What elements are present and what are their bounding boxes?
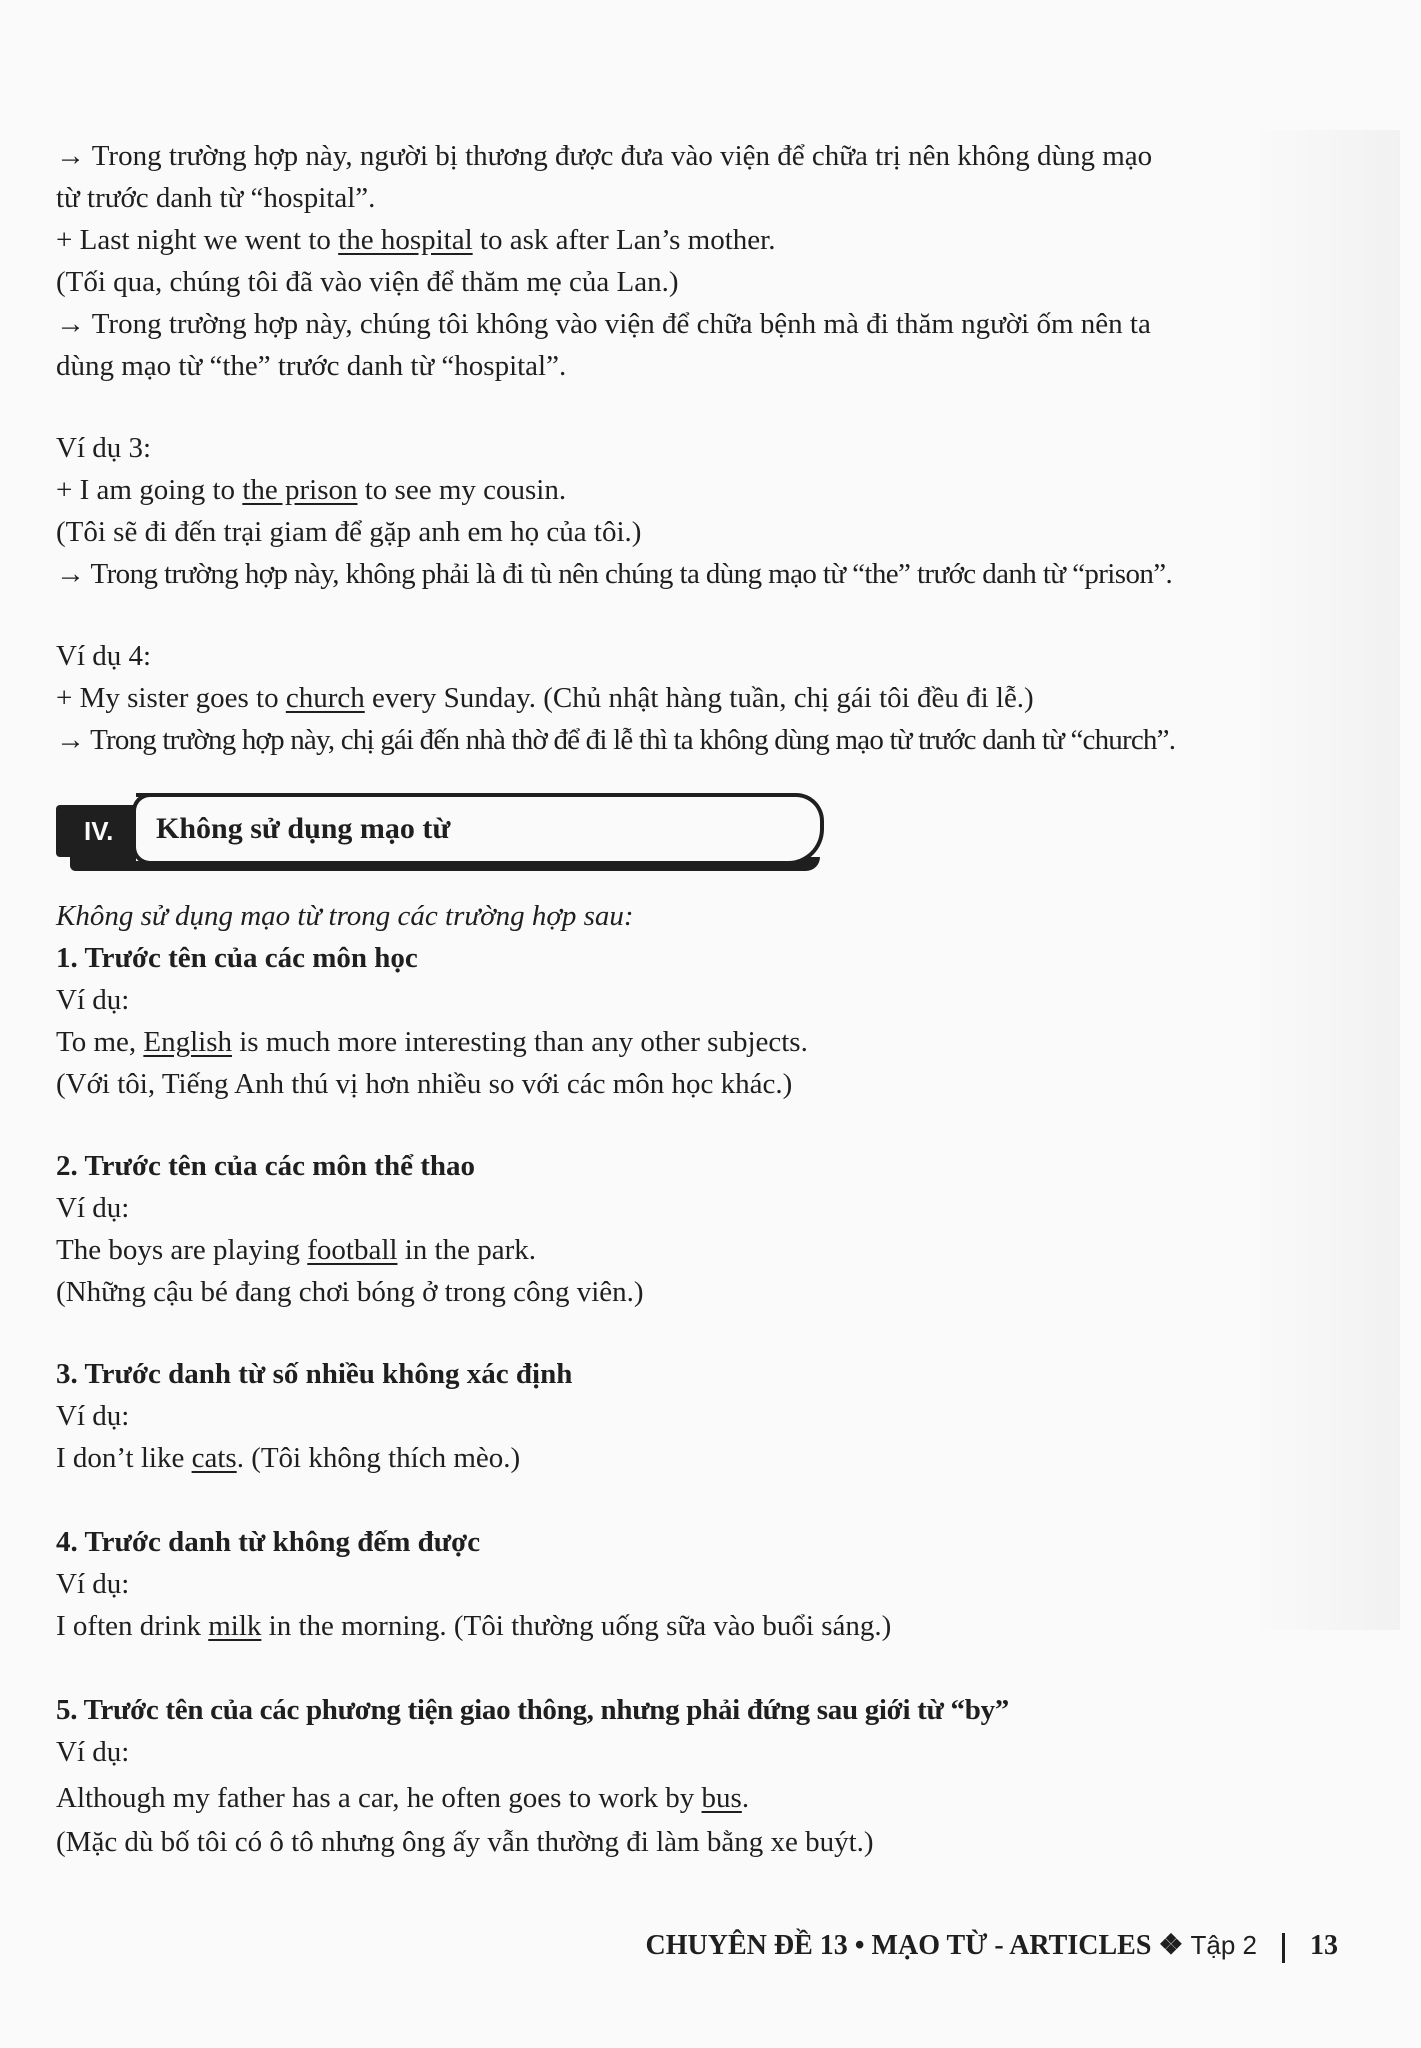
item-heading: 5. Trước tên của các phương tiện giao thông, nhưng phải đứng sau giới từ “by” bbox=[56, 1694, 1009, 1726]
page-number: 13 bbox=[1310, 1930, 1338, 1961]
translation-line: (Mặc dù bố tôi có ô tô nhưng ông ấy vẫn thường đi làm bằng xe buýt.) bbox=[56, 1826, 874, 1858]
example-line bbox=[56, 1778, 1336, 1818]
translation-line: (Với tôi, Tiếng Anh thú vị hơn nhiều so với các môn học khác.) bbox=[56, 1068, 793, 1100]
translation-line: (Tối qua, chúng tôi đã vào viện để thăm mẹ của Lan.) bbox=[56, 266, 679, 298]
example-label: Ví dụ: bbox=[56, 1400, 130, 1432]
text-segment: To me, bbox=[56, 1026, 144, 1058]
text-segment: . (Tôi không thích mèo.) bbox=[236, 1442, 521, 1474]
intro-line: Không sử dụng mạo từ trong các trường hợp sau: bbox=[56, 900, 634, 932]
note-line: dùng mạo từ “the” trước danh từ “hospital”. bbox=[56, 350, 567, 382]
page-footer bbox=[646, 1925, 1338, 1965]
text-segment: to see my cousin. bbox=[357, 474, 567, 506]
underlined-term: bus bbox=[701, 1782, 742, 1814]
text-segment: + I am going to bbox=[56, 474, 243, 506]
text-segment: The boys are playing bbox=[56, 1234, 308, 1266]
note-line: → Trong trường hợp này, chúng tôi không vào viện để chữa bệnh mà đi thăm người ốm nên ta bbox=[56, 308, 1151, 340]
text-line: từ trước danh từ “hospital”. bbox=[56, 182, 376, 214]
translation-line: (Tôi sẽ đi đến trại giam để gặp anh em họ của tôi.) bbox=[56, 516, 642, 548]
underlined-term: the hospital bbox=[338, 224, 473, 256]
item-heading: 3. Trước danh từ số nhiều không xác định bbox=[56, 1358, 573, 1390]
section-title: Không sử dụng mạo từ bbox=[156, 812, 451, 845]
example-line bbox=[56, 470, 1336, 510]
example-line bbox=[56, 1606, 1336, 1646]
underlined-term: milk bbox=[208, 1610, 262, 1642]
text-line: → Trong trường hợp này, người bị thương được đưa vào viện để chữa trị nên không dùng mạo bbox=[56, 140, 1153, 172]
example-line bbox=[56, 1022, 1336, 1062]
text-segment: every Sunday. (Chủ nhật hàng tuần, chị gái tôi đều đi lễ.) bbox=[364, 682, 1034, 714]
footer-divider bbox=[1282, 1933, 1285, 1963]
text-segment: to ask after Lan’s mother. bbox=[472, 224, 776, 256]
item-heading: 4. Trước danh từ không đếm được bbox=[56, 1526, 481, 1558]
text-segment: + My sister goes to bbox=[56, 682, 286, 714]
text-segment: in the park. bbox=[397, 1234, 536, 1266]
text-segment: . bbox=[741, 1782, 750, 1814]
example-label: Ví dụ 3: bbox=[56, 432, 152, 464]
example-line bbox=[56, 678, 1336, 718]
footer-chapter: CHUYÊN ĐỀ 13 • MẠO TỪ - ARTICLES ❖ bbox=[645, 1930, 1184, 1961]
section-header bbox=[56, 793, 824, 873]
text-segment: + Last night we went to bbox=[56, 224, 339, 256]
item-heading: 1. Trước tên của các môn học bbox=[56, 942, 418, 974]
note-line: → Trong trường hợp này, chị gái đến nhà thờ để đi lễ thì ta không dùng mạo từ trước danh từ “church”. bbox=[56, 724, 1176, 756]
example-label: Ví dụ: bbox=[56, 1736, 130, 1768]
example-label: Ví dụ: bbox=[56, 1192, 130, 1224]
example-label: Ví dụ: bbox=[56, 1568, 130, 1600]
example-line bbox=[56, 1438, 1336, 1478]
text-segment: Although my father has a car, he often goes to work by bbox=[56, 1782, 702, 1814]
note-line: → Trong trường hợp này, không phải là đi tù nên chúng ta dùng mạo từ “the” trước danh từ “prison”. bbox=[56, 558, 1173, 590]
underlined-term: the prison bbox=[242, 474, 358, 506]
example-line bbox=[56, 1230, 1336, 1270]
footer-volume: Tập 2 bbox=[1190, 1930, 1257, 1960]
example-label: Ví dụ: bbox=[56, 984, 130, 1016]
underlined-term: football bbox=[307, 1234, 398, 1266]
section-number: IV. bbox=[56, 805, 166, 857]
underlined-term: English bbox=[143, 1026, 232, 1058]
text-segment: in the morning. (Tôi thường uống sữa vào buổi sáng.) bbox=[261, 1610, 892, 1642]
example-label: Ví dụ 4: bbox=[56, 640, 152, 672]
translation-line: (Những cậu bé đang chơi bóng ở trong công viên.) bbox=[56, 1276, 644, 1308]
underlined-term: church bbox=[285, 682, 365, 714]
text-segment: I don’t like bbox=[56, 1442, 192, 1474]
underlined-term: cats bbox=[191, 1442, 237, 1474]
text-segment: I often drink bbox=[56, 1610, 209, 1642]
example-line bbox=[56, 220, 1336, 260]
item-heading: 2. Trước tên của các môn thể thao bbox=[56, 1150, 475, 1182]
text-segment: is much more interesting than any other subjects. bbox=[232, 1026, 808, 1058]
